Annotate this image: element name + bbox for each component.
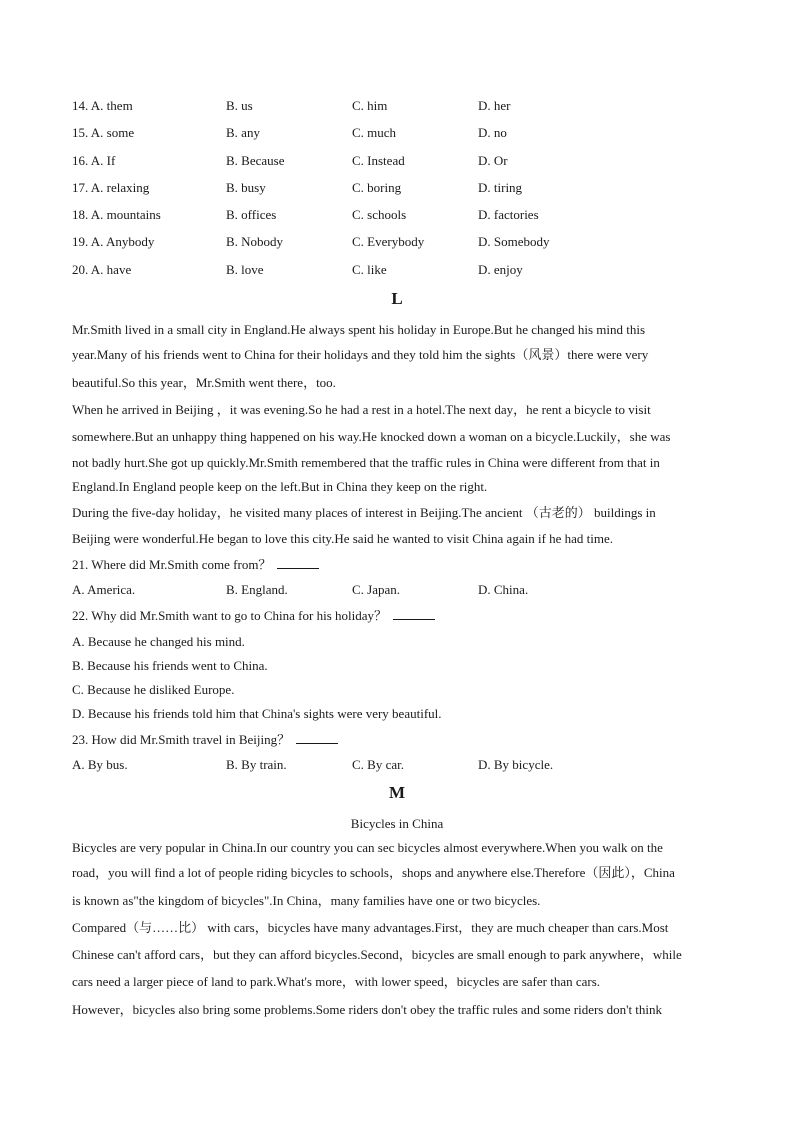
- option-c: C. Instead: [352, 153, 405, 168]
- option-c: C. Because he disliked Europe.: [72, 682, 235, 697]
- passage-line: not badly hurt.She got up quickly.Mr.Smith remembered that the traffic rules in China were different from that in: [72, 455, 660, 470]
- passage-line: is known as"the kingdom of bicycles".In China，many families have one or two bicycles.: [72, 893, 541, 908]
- passage-line: Beijing were wonderful.He began to love this city.He said he wanted to visit China again if he had time.: [72, 531, 614, 546]
- option-b: B. busy: [226, 180, 266, 195]
- option-d: D. tiring: [478, 180, 523, 195]
- option-b: B. offices: [226, 207, 277, 222]
- option-c: C. Everybody: [352, 234, 425, 249]
- passage-line: somewhere.But an unhappy thing happened on his way.He knocked down a woman on a bicycle.Luckily，she was: [72, 429, 671, 444]
- question-stem: 21. Where did Mr.Smith come from？: [72, 557, 272, 572]
- passage-line: England.In England people keep on the left.But in China they keep on the right.: [72, 479, 488, 494]
- passage-line: cars need a larger piece of land to park.What's more，with lower speed，bicycles are safer than cars.: [72, 974, 601, 989]
- option-a: A. By bus.: [72, 757, 128, 772]
- option-b: B. Because: [226, 153, 285, 168]
- passage-line: During the five-day holiday，he visited many places of interest in Beijing.The ancient （古老的） buildings in: [72, 505, 656, 520]
- passage-line: Mr.Smith lived in a small city in England.He always spent his holiday in Europe.But he changed his mind this: [72, 322, 646, 337]
- question-23: [72, 731, 338, 748]
- passage-title: Bicycles in China: [350, 816, 444, 831]
- option-c: C. By car.: [352, 757, 404, 772]
- option-a: 19. A. Anybody: [72, 234, 155, 249]
- answer-blank[interactable]: [393, 607, 435, 620]
- option-b: B. love: [226, 262, 264, 277]
- option-d: D. China.: [478, 582, 529, 597]
- option-c: C. Japan.: [352, 582, 401, 597]
- question-21: [72, 556, 319, 573]
- option-a: 16. A. If: [72, 153, 116, 168]
- option-c: C. much: [352, 125, 397, 140]
- passage-line: road，you will find a lot of people riding bicycles to schools，shops and anywhere else.Therefore（因此），China: [72, 865, 675, 880]
- option-c: C. schools: [352, 207, 407, 222]
- passage-line: Compared（与……比） with cars，bicycles have many advantages.First，they are much cheaper than cars.Most: [72, 920, 669, 935]
- option-d: D. Because his friends told him that China's sights were very beautiful.: [72, 706, 442, 721]
- section-heading-l: L: [391, 289, 403, 308]
- option-d: D. enjoy: [478, 262, 523, 277]
- option-b: B. Nobody: [226, 234, 284, 249]
- answer-blank[interactable]: [296, 731, 338, 744]
- answer-blank[interactable]: [277, 556, 319, 569]
- option-d: D. By bicycle.: [478, 757, 554, 772]
- question-22: [72, 607, 435, 624]
- passage-line: year.Many of his friends went to China for their holidays and they told him the sights（风景）there were very: [72, 347, 649, 362]
- passage-line: However，bicycles also bring some problems.Some riders don't obey the traffic rules and some riders don't think: [72, 1002, 663, 1017]
- option-b: B. Because his friends went to China.: [72, 658, 268, 673]
- option-a: 18. A. mountains: [72, 207, 161, 222]
- option-a: 14. A. them: [72, 98, 133, 113]
- section-heading-m: M: [388, 783, 406, 802]
- passage-line: beautiful.So this year，Mr.Smith went there，too.: [72, 375, 336, 390]
- option-a: 20. A. have: [72, 262, 132, 277]
- option-d: D. no: [478, 125, 507, 140]
- option-a: A. America.: [72, 582, 136, 597]
- option-d: D. Somebody: [478, 234, 550, 249]
- option-a: 17. A. relaxing: [72, 180, 150, 195]
- passage-line: When he arrived in Beijing ，it was evening.So he had a rest in a hotel.The next day，he rent a bicycle to visit: [72, 402, 651, 417]
- option-c: C. him: [352, 98, 388, 113]
- option-c: C. like: [352, 262, 387, 277]
- option-d: D. Or: [478, 153, 508, 168]
- option-b: B. By train.: [226, 757, 287, 772]
- passage-line: Chinese can't afford cars，but they can afford bicycles.Second，bicycles are small enough to park anywhere，while: [72, 947, 682, 962]
- question-stem: 22. Why did Mr.Smith want to go to China for his holiday？: [72, 608, 388, 623]
- option-a: A. Because he changed his mind.: [72, 634, 245, 649]
- option-c: C. boring: [352, 180, 402, 195]
- option-a: 15. A. some: [72, 125, 135, 140]
- option-d: D. her: [478, 98, 511, 113]
- option-b: B. England.: [226, 582, 288, 597]
- question-stem: 23. How did Mr.Smith travel in Beijing？: [72, 732, 291, 747]
- passage-line: Bicycles are very popular in China.In our country you can sec bicycles almost everywhere.When you walk on the: [72, 840, 663, 855]
- option-d: D. factories: [478, 207, 539, 222]
- option-b: B. any: [226, 125, 260, 140]
- option-b: B. us: [226, 98, 253, 113]
